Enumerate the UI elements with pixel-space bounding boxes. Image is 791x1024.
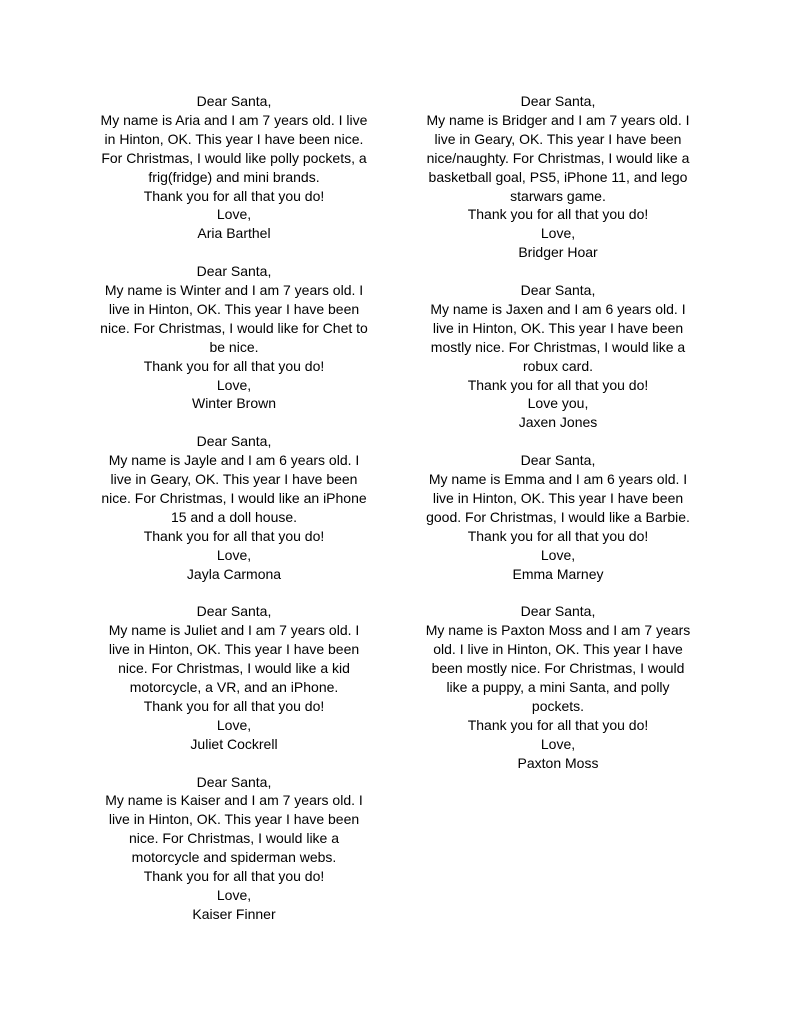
letter-signature: Paxton Moss xyxy=(517,754,599,771)
letter xyxy=(94,602,374,753)
letter xyxy=(94,432,374,583)
letter-greeting: Dear Santa, xyxy=(520,93,596,109)
letter-body-line: mostly nice. For Christmas, I would like a xyxy=(430,338,686,355)
letter-body-line: My name is Jayle and I am 6 years old. I xyxy=(108,452,360,469)
letter-thanks: Thank you for all that you do! xyxy=(143,187,325,204)
letter-closing: Love, xyxy=(216,206,252,223)
letter-greeting: Dear Santa, xyxy=(520,603,596,620)
letter-body-line: be nice. xyxy=(209,338,259,355)
letter xyxy=(94,262,374,413)
letter-signature: Emma Marney xyxy=(512,565,604,582)
letter xyxy=(94,773,374,924)
letter-thanks: Thank you for all that you do! xyxy=(467,527,649,544)
letter-body-line: My name is Paxton Moss and I am 7 years xyxy=(425,622,691,639)
letter-body-line: My name is Emma and I am 6 years old. I xyxy=(428,471,688,488)
letter xyxy=(94,92,374,243)
letter-body-line: My name is Aria and I am 7 years old. I live xyxy=(100,111,368,128)
letter-body-line: nice. For Christmas, I would like an iPhone xyxy=(101,490,367,506)
letter-body-line: 15 and a doll house. xyxy=(170,508,298,525)
letter-body-line: My name is Winter and I am 7 years old. I xyxy=(104,282,364,299)
letter-body-line: My name is Kaiser and I am 7 years old. I xyxy=(105,792,363,809)
letter-body-line: in Hinton, OK. This year I have been nice. xyxy=(104,130,364,147)
letter-body-line: live in Hinton, OK. This year I have been xyxy=(108,811,360,828)
letter-thanks: Thank you for all that you do! xyxy=(143,697,325,714)
letter-signature: Kaiser Finner xyxy=(192,905,276,922)
letter-greeting: Dear Santa, xyxy=(196,93,272,109)
letter-greeting: Dear Santa, xyxy=(196,603,272,620)
letter-body-line: My name is Jaxen and I am 6 years old. I xyxy=(430,300,686,317)
letter-closing: Love, xyxy=(216,376,252,393)
letter-body-line: starwars game. xyxy=(510,187,606,204)
letter-body-line: good. For Christmas, I would like a Barbie. xyxy=(426,508,690,525)
letter-body-line: nice. For Christmas, I would like a kid xyxy=(118,660,350,677)
letter-body-line: live in Geary, OK. This year I have been xyxy=(434,130,682,147)
letter-thanks: Thank you for all that you do! xyxy=(467,206,649,223)
left-column xyxy=(94,92,374,943)
letter-body-line: live in Hinton, OK. This year I have been xyxy=(108,300,360,317)
letter-body-line: For Christmas, I would like polly pockets, a xyxy=(101,149,367,166)
letter-signature: Juliet Cockrell xyxy=(190,735,278,752)
letter xyxy=(418,92,698,262)
letter-body-line: old. I live in Hinton, OK. This year I have xyxy=(433,641,683,658)
letter-body-line: live in Hinton, OK. This year I have been xyxy=(108,641,360,658)
letter-greeting: Dear Santa, xyxy=(520,282,596,299)
letter-thanks: Thank you for all that you do! xyxy=(467,376,649,393)
letter-body-line: like a puppy, a mini Santa, and polly xyxy=(446,679,670,696)
letter-closing: Love, xyxy=(216,887,252,903)
letter-closing: Love, xyxy=(540,225,576,242)
letter-body-line: live in Hinton, OK. This year I have been xyxy=(432,490,684,506)
letter-body-line: nice/naughty. For Christmas, I would like a xyxy=(426,149,690,166)
letter-body-line: frig(fridge) and mini brands. xyxy=(148,168,320,185)
letter-body-line: nice. For Christmas, I would like a xyxy=(128,830,340,847)
right-column xyxy=(418,92,698,791)
letter-closing: Love, xyxy=(540,546,576,563)
letter-greeting: Dear Santa, xyxy=(196,433,272,450)
letter xyxy=(418,281,698,432)
letter-body-line: nice. For Christmas, I would like for Chet to xyxy=(100,319,368,336)
letter-signature: Jayla Carmona xyxy=(186,565,282,582)
letter xyxy=(418,602,698,772)
letter-thanks: Thank you for all that you do! xyxy=(143,357,325,374)
letter-signature: Winter Brown xyxy=(191,395,277,412)
letter-thanks: Thank you for all that you do! xyxy=(143,527,325,544)
letter-body-line: been mostly nice. For Christmas, I would xyxy=(431,660,685,677)
letter-body-line: motorcycle, a VR, and an iPhone. xyxy=(129,679,339,696)
letter-closing: Love, xyxy=(216,546,252,563)
letter-closing: Love, xyxy=(216,716,252,733)
letter-greeting: Dear Santa, xyxy=(196,773,272,790)
letter-greeting: Dear Santa, xyxy=(196,263,272,280)
letter-closing: Love, xyxy=(540,735,576,752)
letter-body-line: basketball goal, PS5, iPhone 11, and lego xyxy=(428,168,688,185)
letter-body-line: My name is Bridger and I am 7 years old. I xyxy=(426,111,690,128)
letter-signature: Bridger Hoar xyxy=(518,244,598,261)
letter-signature: Jaxen Jones xyxy=(518,414,598,431)
letter-body-line: live in Hinton, OK. This year I have been xyxy=(432,319,684,336)
letter-body-line: live in Geary, OK. This year I have been xyxy=(110,471,358,488)
letter-body-line: robux card. xyxy=(522,357,594,374)
letter-body-line: My name is Juliet and I am 7 years old. I xyxy=(108,622,360,639)
letter-signature: Aria Barthel xyxy=(197,225,271,242)
letter-thanks: Thank you for all that you do! xyxy=(467,716,649,733)
letter-thanks: Thank you for all that you do! xyxy=(143,868,325,885)
letter-greeting: Dear Santa, xyxy=(520,452,596,469)
letter-body-line: motorcycle and spiderman webs. xyxy=(131,849,337,866)
letter xyxy=(418,451,698,583)
letter-body-line: pockets. xyxy=(531,697,585,714)
letter-closing: Love you, xyxy=(527,395,589,412)
